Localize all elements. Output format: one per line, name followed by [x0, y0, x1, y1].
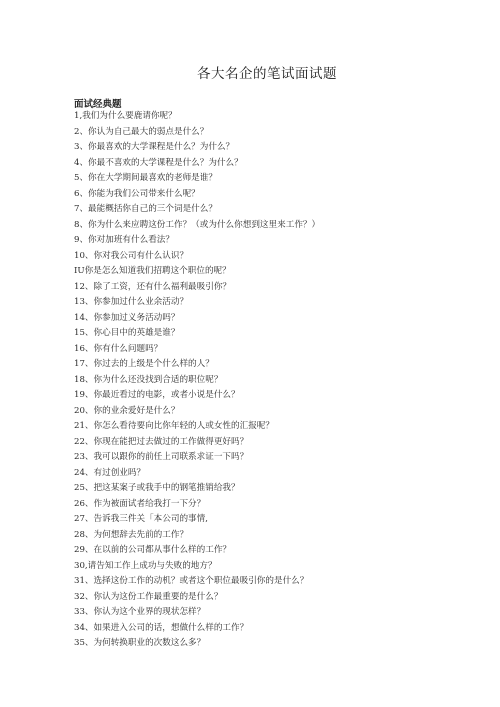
question-item: 23、我可以跟你的前任上司联系求证一下吗？	[74, 452, 249, 462]
question-item: 29、在以前的公司都从事什么样的工作？	[74, 545, 232, 555]
question-item: 34、如果进入公司的话，想做什么样的工作？	[74, 622, 249, 633]
question-list	[74, 109, 484, 652]
question-item: 14、你参加过义务活动吗？	[74, 312, 180, 323]
question-item: 32、你认为这份工作最重要的是什么？	[74, 591, 223, 602]
question-item: 21、你怎么看待要向比你年轻的人或女性的汇报呢？	[74, 421, 274, 431]
question-item: 33、你认为这个业界的现状怎样？	[74, 607, 206, 617]
question-item: 8、你为什么来应聘这份工作？（或为什么你想到这里来工作？）	[74, 219, 321, 230]
question-item: 19、你最近看过的电影，或者小说是什么？	[74, 390, 240, 400]
question-item: 18、你为什么还没找到合适的职位呢？	[74, 374, 223, 385]
question-item: 25、把这某案子或我手中的钢笔推销给我？	[74, 483, 240, 493]
question-item: 35、为何转换职业的次数这么多？	[74, 638, 206, 648]
question-item: 22、你现在能把过去做过的工作做得更好吗？	[74, 436, 249, 447]
question-item: 4、你最不喜欢的大学课程是什么？为什么？	[74, 157, 243, 168]
question-item: 24、有过创业吗？	[74, 467, 146, 478]
question-item: 7、最能概括你自己的三个词是什么？	[74, 204, 217, 214]
question-item: 12、除了工资，还有什么福利最吸引你？	[74, 281, 232, 292]
question-item: 10、你对我公司有什么认识？	[74, 250, 189, 261]
question-item: 13、你参加过什么业余活动？	[74, 297, 189, 307]
question-item: 17、你过去的上级是个什么样的人？	[74, 359, 214, 369]
question-item: 27、告诉我三件关「本公司的事情,	[74, 514, 208, 524]
question-item: 16、你有什么问题吗？	[74, 343, 163, 354]
question-item: 9、你对加班有什么看法？	[74, 235, 174, 245]
question-item: 20、你的业余爱好是什么？	[74, 405, 180, 416]
question-item: 30,请告知工作上成功与失败的地方？	[74, 560, 217, 571]
question-item: 15、你心目中的英雄是谁？	[74, 328, 180, 338]
question-item: 1,我们为什么要鹿请你呢？	[74, 111, 177, 121]
question-item: IU你是怎么知道我们招聘这个职位的呢？	[74, 266, 231, 276]
document-title: 各大名企的笔试面试题	[197, 66, 337, 82]
question-item: 31、选择这份工作的动机？或者这个职位最吸引你的是什么？	[74, 576, 309, 586]
question-item: 28、为何想辞去先前的工作？	[74, 529, 189, 540]
question-item: 2、你认为自己最大的弱点是什么？	[74, 126, 209, 137]
section-heading: 面试经典题	[74, 99, 122, 110]
question-item: 6、你能为我们公司带来什么呢？	[74, 188, 200, 199]
question-item: 3、你最喜欢的大学课程是什么？为什么？	[74, 142, 235, 152]
question-item: 26、作为被面试者给我打一下分？	[74, 498, 206, 509]
question-item: 5、你在大学期间最喜欢的老师是谁？	[74, 173, 217, 183]
